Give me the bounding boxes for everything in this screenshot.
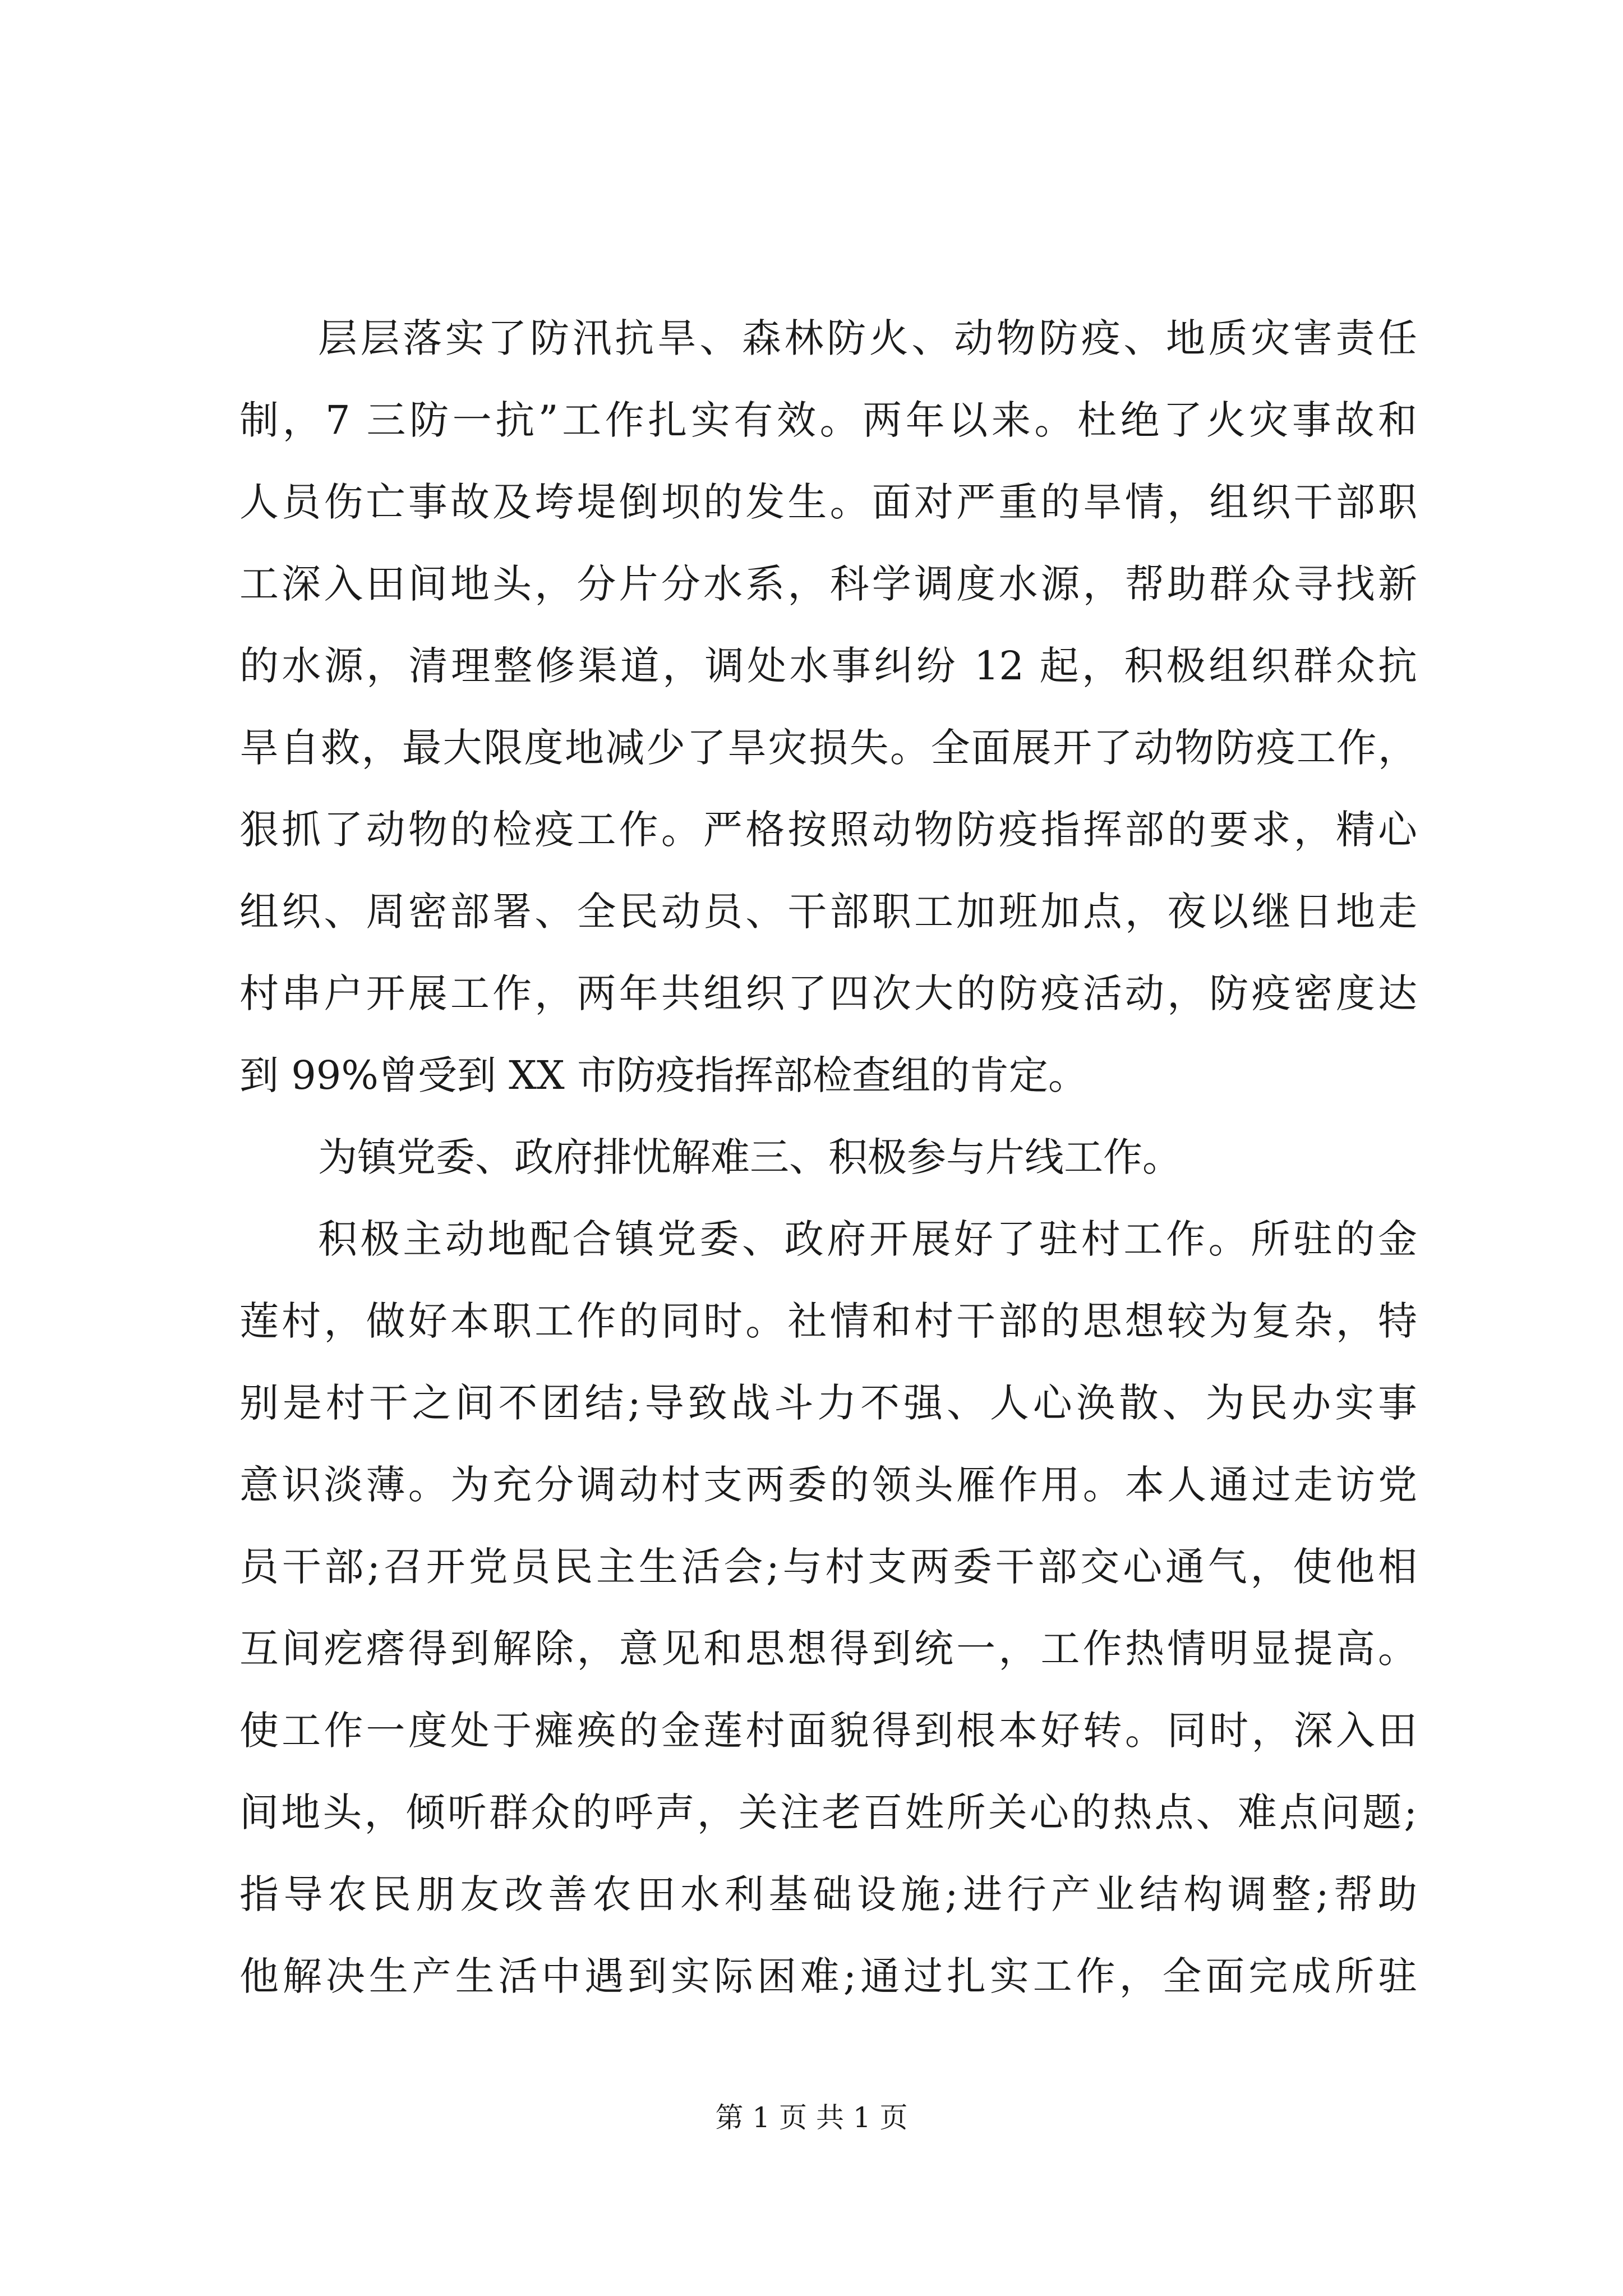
paragraph-line: 互间疙瘩得到解除，意见和思想得到统一，工作热情明显提高。 xyxy=(239,1626,1417,1672)
paragraph-line: 莲村，做好本职工作的同时。社情和村干部的思想较为复杂，特 xyxy=(239,1298,1417,1344)
paragraph-line: 村串户开展工作，两年共组织了四次大的防疫活动，防疫密度达 xyxy=(239,970,1417,1016)
paragraph-line: 工深入田间地头，分片分水系，科学调度水源，帮助群众寻找新 xyxy=(239,561,1417,607)
paragraph-line: 层层落实了防汛抗旱、森林防火、动物防疫、地质灾害责任 xyxy=(318,315,1417,361)
paragraph-line: 指导农民朋友改善农田水利基础设施;进行产业结构调整;帮助 xyxy=(239,1871,1417,1917)
paragraph-line: 他解决生产生活中遇到实际困难;通过扎实工作，全面完成所驻 xyxy=(239,1953,1417,1999)
body-text xyxy=(239,297,1417,2017)
page-footer: 第 1 页 共 1 页 xyxy=(715,2101,908,2134)
paragraph-line: 为镇党委、政府排忧解难三、积极参与片线工作。 xyxy=(318,1134,1182,1180)
paragraph-line: 使工作一度处于瘫痪的金莲村面貌得到根本好转。同时，深入田 xyxy=(239,1708,1417,1754)
paragraph-line: 意识淡薄。为充分调动村支两委的领头雁作用。本人通过走访党 xyxy=(239,1462,1417,1508)
paragraph-line: 的水源，清理整修渠道，调处水事纠纷 12 起，积极组织群众抗 xyxy=(239,643,1417,689)
paragraph-line: 人员伤亡事故及垮堤倒坝的发生。面对严重的旱情，组织干部职 xyxy=(239,479,1417,525)
paragraph-line: 组织、周密部署、全民动员、干部职工加班加点，夜以继日地走 xyxy=(239,889,1417,935)
paragraph-line: 员干部;召开党员民主生活会;与村支两委干部交心通气，使他相 xyxy=(239,1544,1417,1590)
paragraph-line: 到 99%曾受到 XX 市防疫指挥部检查组的肯定。 xyxy=(239,1052,1088,1098)
paragraph-line: 狠抓了动物的检疫工作。严格按照动物防疫指挥部的要求，精心 xyxy=(239,807,1417,853)
paragraph-line: 别是村干之间不团结;导致战斗力不强、人心涣散、为民办实事 xyxy=(239,1380,1417,1426)
paragraph-line: 旱自救，最大限度地减少了旱灾损失。全面展开了动物防疫工作， xyxy=(239,725,1417,771)
paragraph-line: 制，7 三防一抗”工作扎实有效。两年以来。杜绝了火灾事故和 xyxy=(239,397,1417,443)
paragraph-line: 积极主动地配合镇党委、政府开展好了驻村工作。所驻的金 xyxy=(318,1216,1417,1262)
paragraph-line: 间地头，倾听群众的呼声，关注老百姓所关心的热点、难点问题; xyxy=(239,1789,1417,1835)
